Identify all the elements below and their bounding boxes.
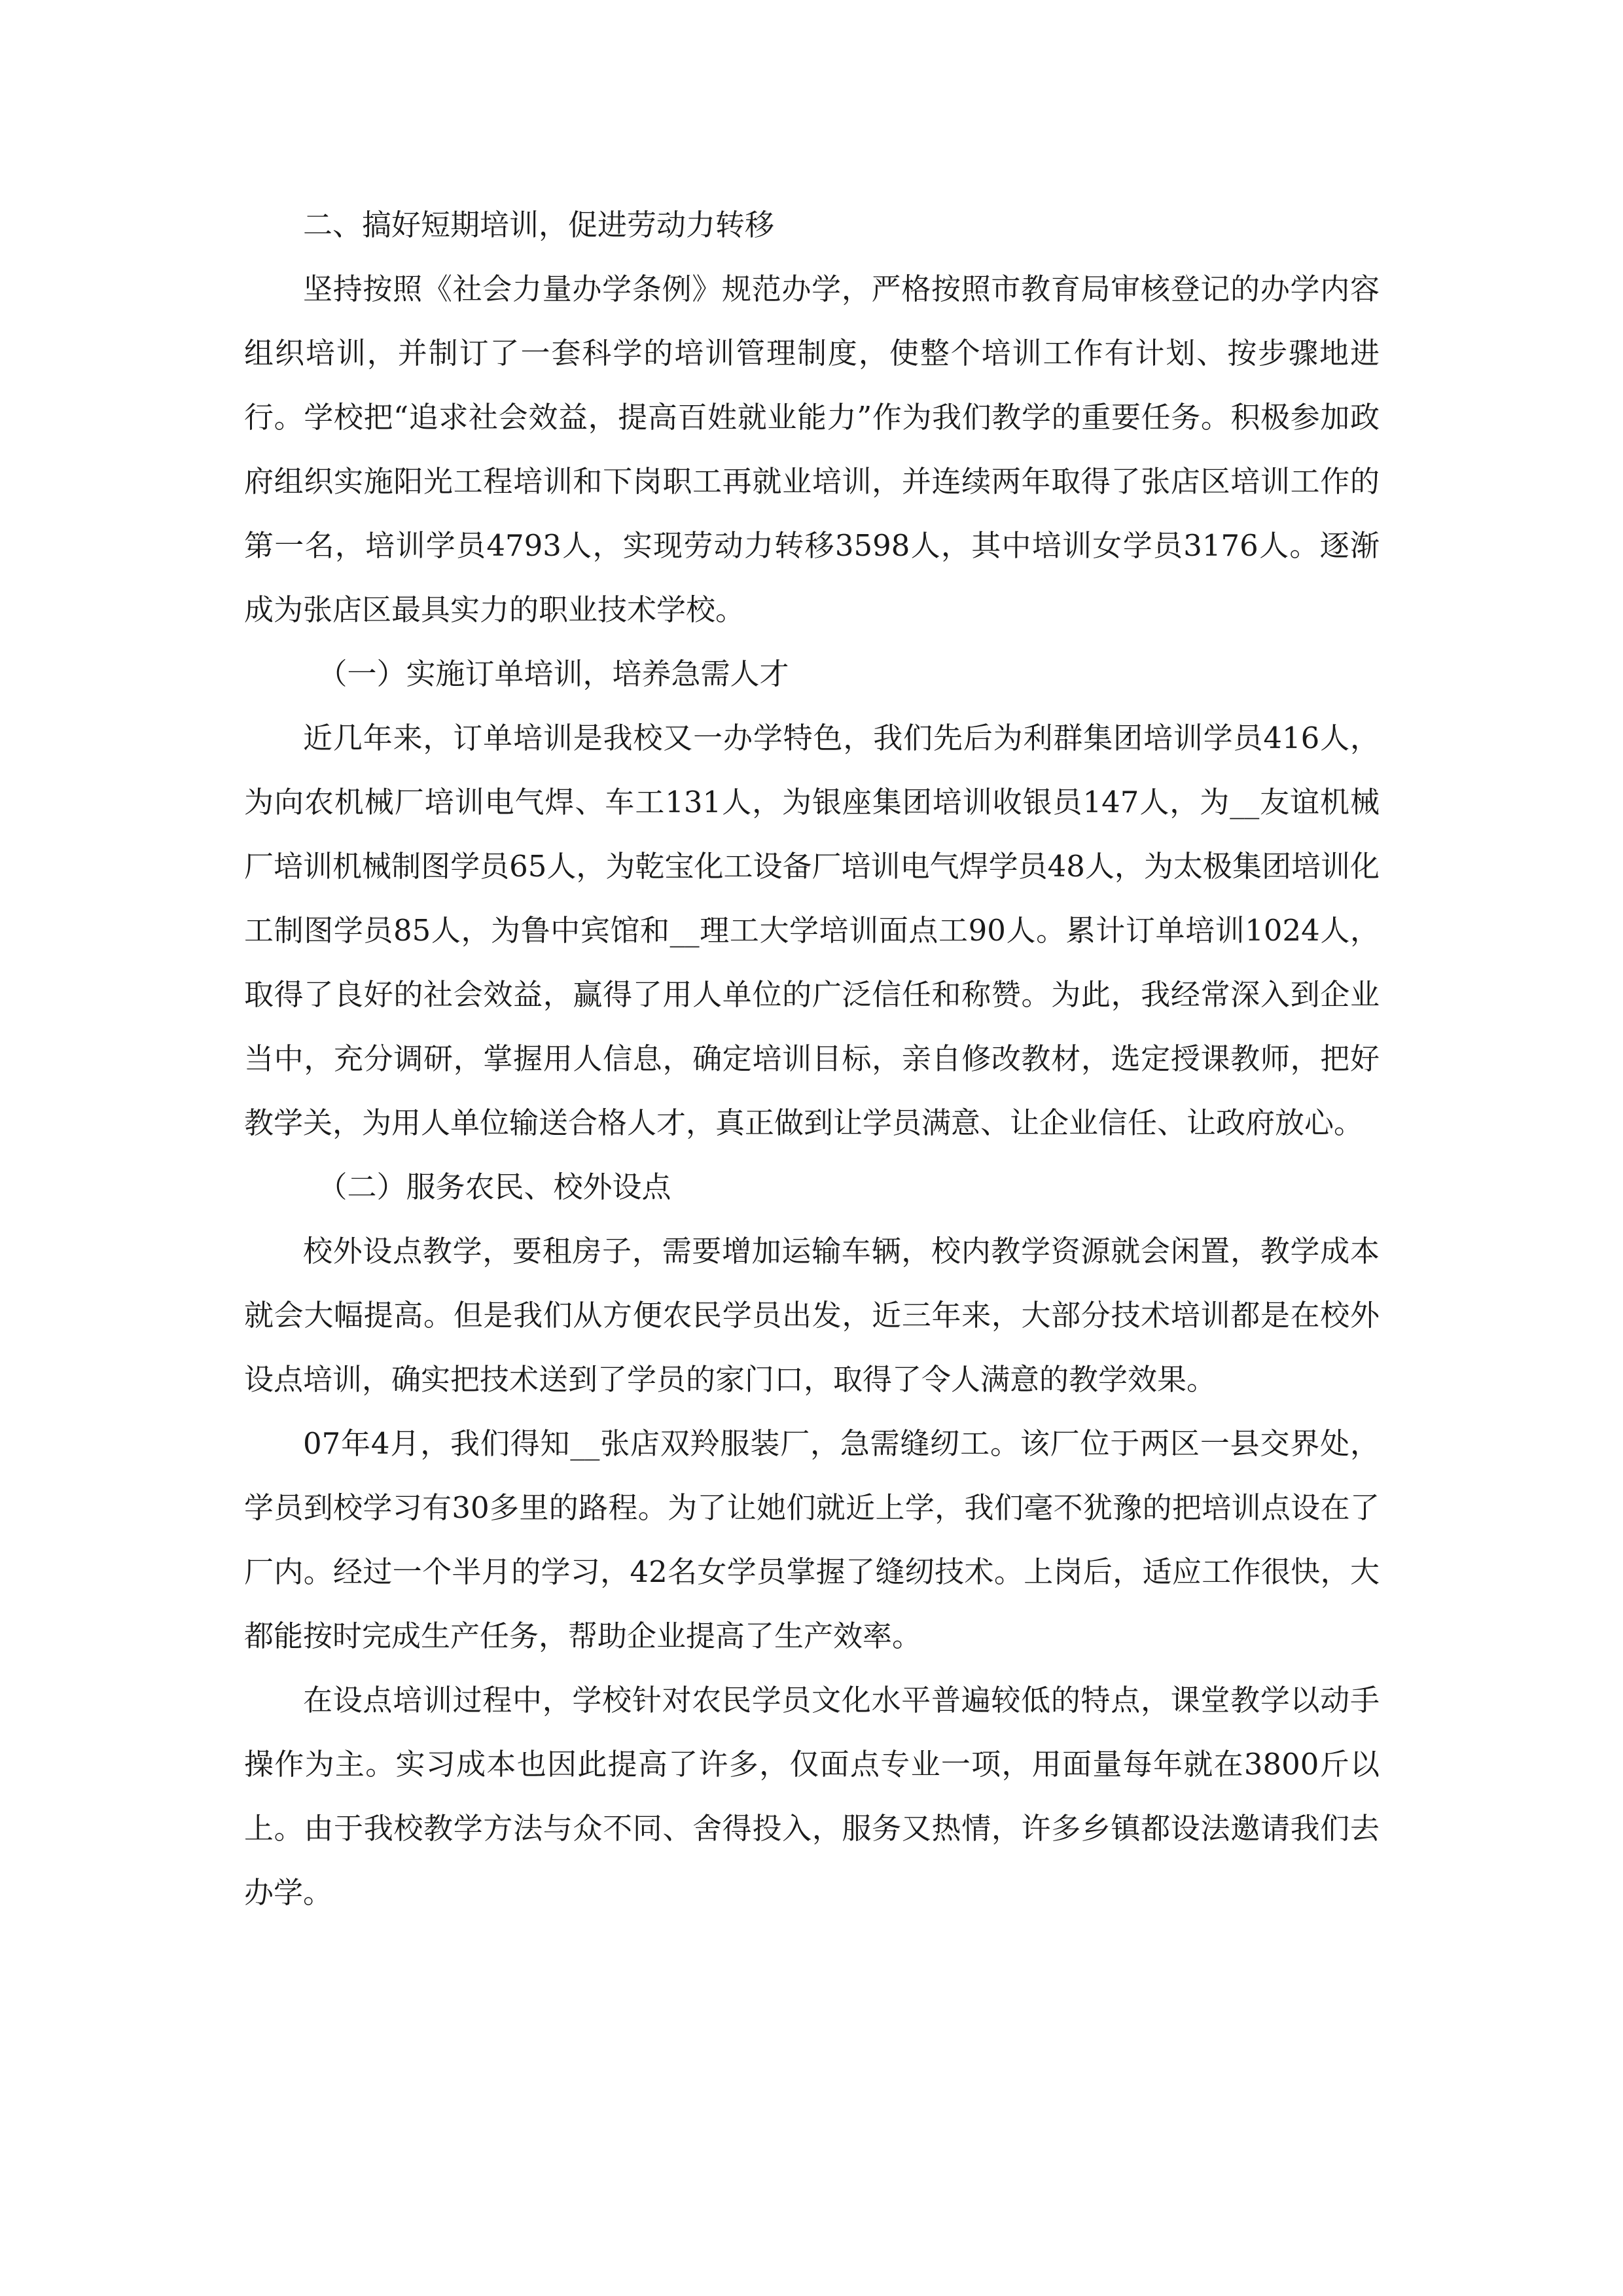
subsection-heading-1: （一）实施订单培训，培养急需人才 [317, 656, 789, 691]
paragraph-4: 07年4月，我们得知__张店双羚服装厂，急需缝纫工。该厂位于两区一县交界处，学员到校学习有30多里的路程。为了让她们就近上学，我们毫不犹豫的把培训点设在了厂内。经过一个半月的学习，42名女学员掌握了缝纫技术。上岗后，适应工作很快，大都能按时完成生产任务，帮助企业提高了生产效率。 [244, 1426, 1380, 1653]
section-heading: 二、搞好短期培训，促进劳动力转移 [303, 207, 775, 242]
paragraph-5: 在设点培训过程中，学校针对农民学员文化水平普遍较低的特点，课堂教学以动手操作为主。实习成本也因此提高了许多，仅面点专业一项，用面量每年就在3800斤以上。由于我校教学方法与众不同、舍得投入，服务又热情，许多乡镇都设法邀请我们去办学。 [244, 1683, 1380, 1910]
paragraph-2: 近几年来，订单培训是我校又一办学特色，我们先后为利群集团培训学员416人，为向农机械厂培训电气焊、车工131人，为银座集团培训收银员147人，为__友谊机械厂培训机械制图学员65人，为乾宝化工设备厂培训电气焊学员48人，为太极集团培训化工制图学员85人，为鲁中宾馆和__理工大学培训面点工90人。累计订单培训1024人，取得了良好的社会效益，赢得了用人单位的广泛信任和称赞。为此，我经常深入到企业当中，充分调研，掌握用人信息，确定培训目标，亲自修改教材，选定授课教师，把好教学关，为用人单位输送合格人才，真正做到让学员满意、让企业信任、让政府放心。 [244, 721, 1380, 1140]
document-body [244, 193, 1380, 1925]
subsection-heading-2: （二）服务农民、校外设点 [317, 1170, 671, 1204]
paragraph-3: 校外设点教学，要租房子，需要增加运输车辆，校内教学资源就会闲置，教学成本就会大幅提高。但是我们从方便农民学员出发，近三年来，大部分技术培训都是在校外设点培训，确实把技术送到了学员的家门口，取得了令人满意的教学效果。 [244, 1234, 1380, 1397]
paragraph-1: 坚持按照《社会力量办学条例》规范办学，严格按照市教育局审核登记的办学内容组织培训，并制订了一套科学的培训管理制度，使整个培训工作有计划、按步骤地进行。学校把“追求社会效益，提高百姓就业能力”作为我们教学的重要任务。积极参加政府组织实施阳光工程培训和下岗职工再就业培训，并连续两年取得了张店区培训工作的第一名，培训学员4793人，实现劳动力转移3598人，其中培训女学员3176人。逐渐成为张店区最具实力的职业技术学校。 [244, 272, 1380, 627]
